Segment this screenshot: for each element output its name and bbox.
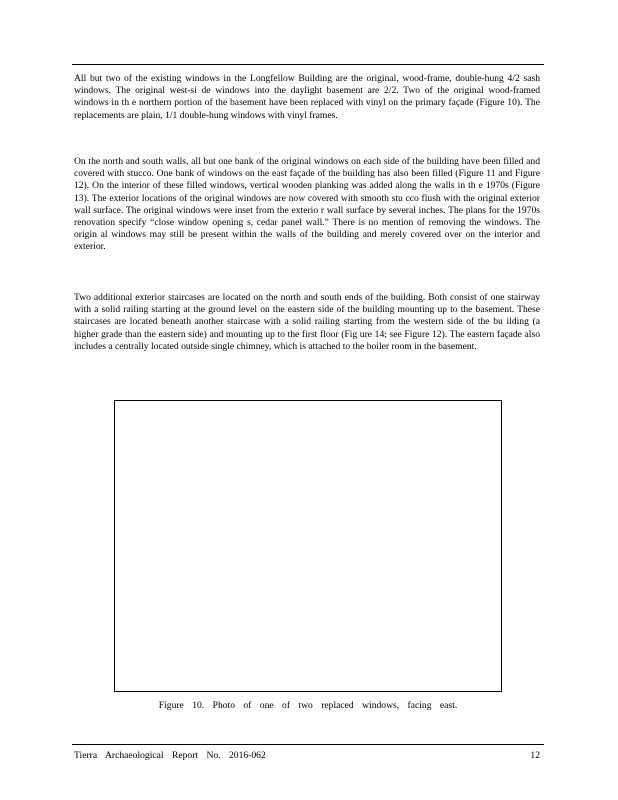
header-rule <box>72 64 544 65</box>
body-paragraph-filled-windows: On the north and south walls, all but one bank of the original windows on each side of the building have been filled and covered with stucco. One bank of windows on the east façade of the building has also been filled (Figure 11 and Figure 12). On the interior of these filled windows, vertical wooden planking was added along the walls in th e 1970s (Figure 13). The exterior locations of the original windows are now covered with smooth stu cco flush with the original exterior wall surface. The original windows were inset from the exterio r wall surface by several inches. The plans for the 1970s renovation specify “close window opening s, cedar panel wall.” There is no mention of removing the windows. The origin al windows may still be present within the walls of the building and merely covered over on the interior and exterior. <box>74 156 540 253</box>
body-paragraph-windows: All but two of the existing windows in the Longfellow Building are the original, wood-frame, double-hung 4/2 sash windows. The original west-si de windows into the daylight basement are 2/2. Two of the original wood-framed windows in th e northern portion of the basement have been replaced with vinyl on the primary façade (Figure 10). The replacements are plain, 1/1 double-hung windows with vinyl frames. <box>74 73 540 121</box>
page-number: 12 <box>530 750 540 761</box>
footer-rule <box>72 744 544 745</box>
body-paragraph-staircases: Two additional exterior staircases are located on the north and south ends of the building. Both consist of one stairway with a solid railing starting at the ground level on the eastern side of the building mounting up to the basement. These staircases are located beneath another staircase with a solid railing starting from the western side of the bu ilding (a higher grade than the eastern side) and mounting up to the first floor (Fig ure 14; see Figure 12). The eastern façade also includes a centrally located outside single chimney, which is attached to the boiler room in the basement. <box>74 292 540 352</box>
footer-report-title: Tierra Archaeological Report No. 2016-062 <box>74 750 266 761</box>
figure-caption: Figure 10. Photo of one of two replaced windows, facing east. <box>158 700 458 711</box>
figure-photo-frame <box>114 400 502 692</box>
